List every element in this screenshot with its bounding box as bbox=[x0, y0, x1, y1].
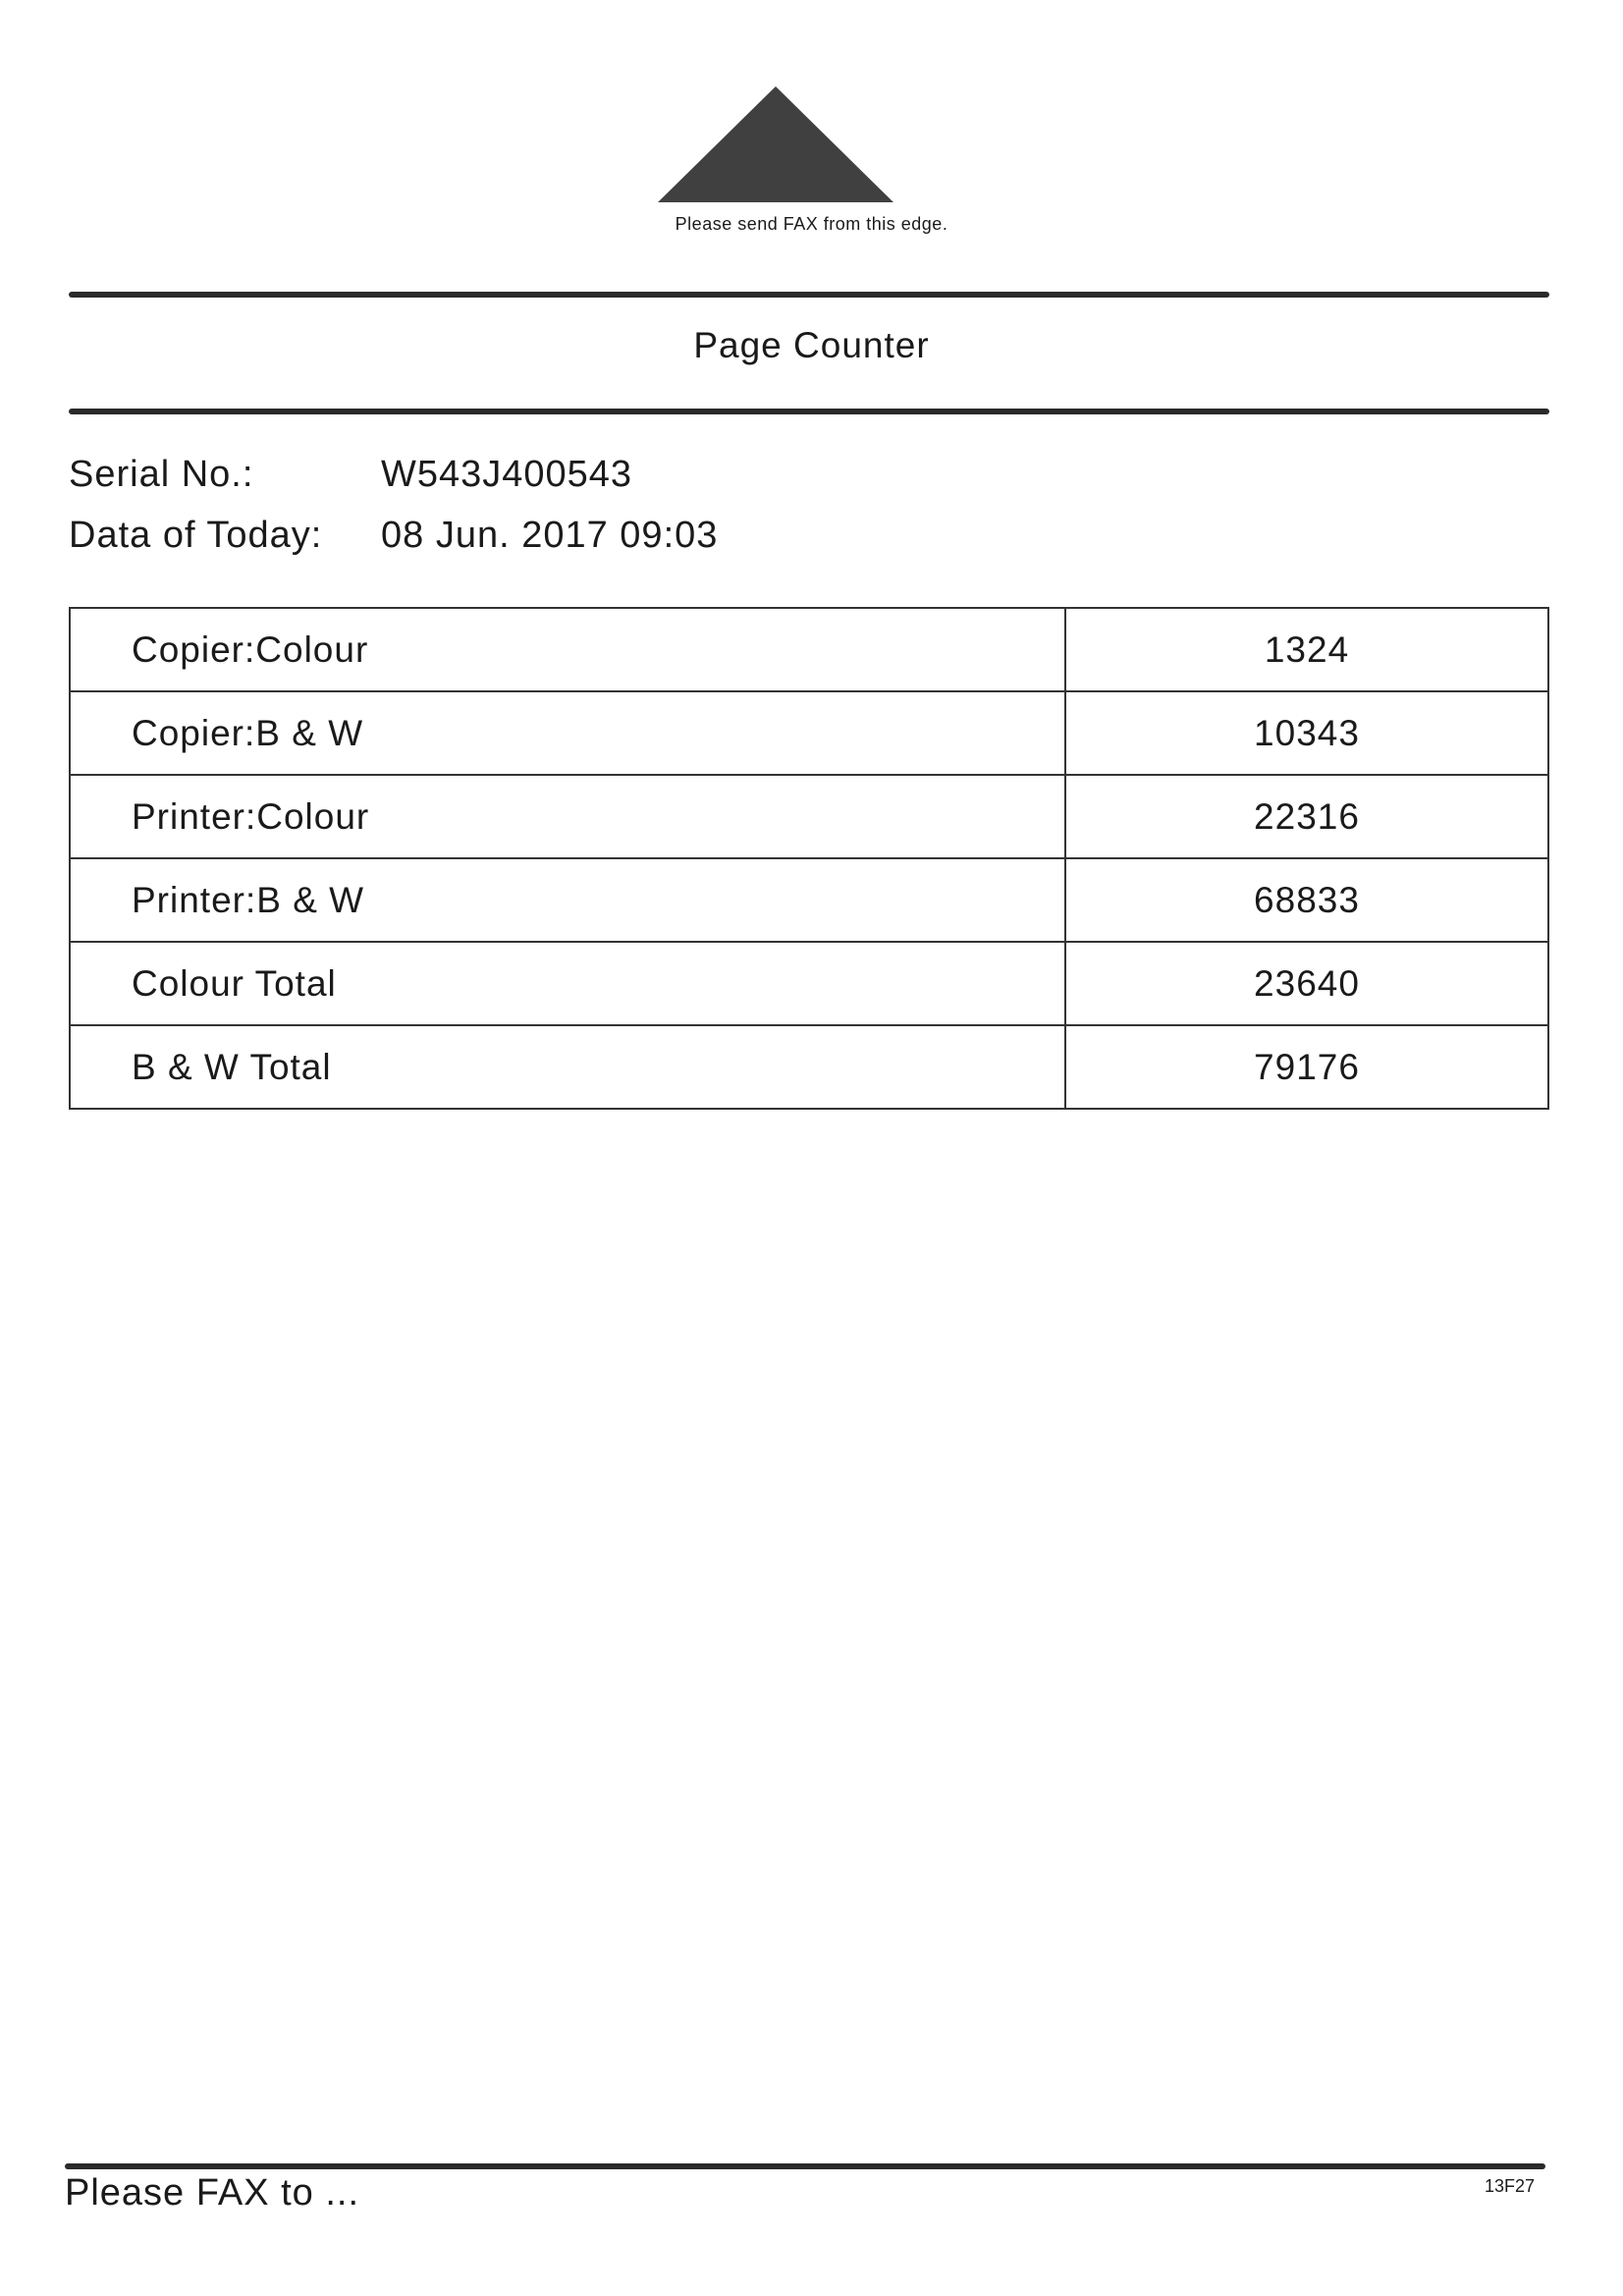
counter-value: 23640 bbox=[1065, 942, 1548, 1025]
counter-value: 79176 bbox=[1065, 1025, 1548, 1109]
page-title: Page Counter bbox=[693, 325, 930, 365]
fax-to-label: Please FAX to ... bbox=[65, 2172, 360, 2214]
counter-name: Printer:Colour bbox=[70, 775, 1065, 858]
footer-rule bbox=[65, 2163, 1545, 2169]
date-label: Data of Today: bbox=[69, 515, 323, 556]
counter-name: Colour Total bbox=[70, 942, 1065, 1025]
table-row bbox=[70, 691, 1548, 775]
counter-value: 68833 bbox=[1065, 858, 1548, 942]
top-rule bbox=[69, 292, 1549, 298]
form-code: 13F27 bbox=[1485, 2176, 1536, 2196]
table-row bbox=[70, 1025, 1548, 1109]
counter-value: 10343 bbox=[1065, 691, 1548, 775]
counter-name: Printer:B & W bbox=[70, 858, 1065, 942]
counter-name: Copier:Colour bbox=[70, 608, 1065, 691]
counter-value: 22316 bbox=[1065, 775, 1548, 858]
table-row bbox=[70, 775, 1548, 858]
fax-edge-note: Please send FAX from this edge. bbox=[675, 214, 948, 234]
counter-value: 1324 bbox=[1065, 608, 1548, 691]
counter-name: Copier:B & W bbox=[70, 691, 1065, 775]
table-row bbox=[70, 942, 1548, 1025]
fax-edge-triangle-icon bbox=[658, 86, 893, 204]
table-row bbox=[70, 858, 1548, 942]
date-value: 08 Jun. 2017 09:03 bbox=[381, 515, 719, 556]
date-row bbox=[69, 515, 718, 557]
title-rule bbox=[69, 409, 1549, 414]
serial-row bbox=[69, 454, 632, 496]
counter-table bbox=[69, 607, 1549, 1110]
serial-label: Serial No.: bbox=[69, 454, 254, 495]
serial-value: W543J400543 bbox=[381, 454, 633, 495]
table-row bbox=[70, 608, 1548, 691]
counter-name: B & W Total bbox=[70, 1025, 1065, 1109]
